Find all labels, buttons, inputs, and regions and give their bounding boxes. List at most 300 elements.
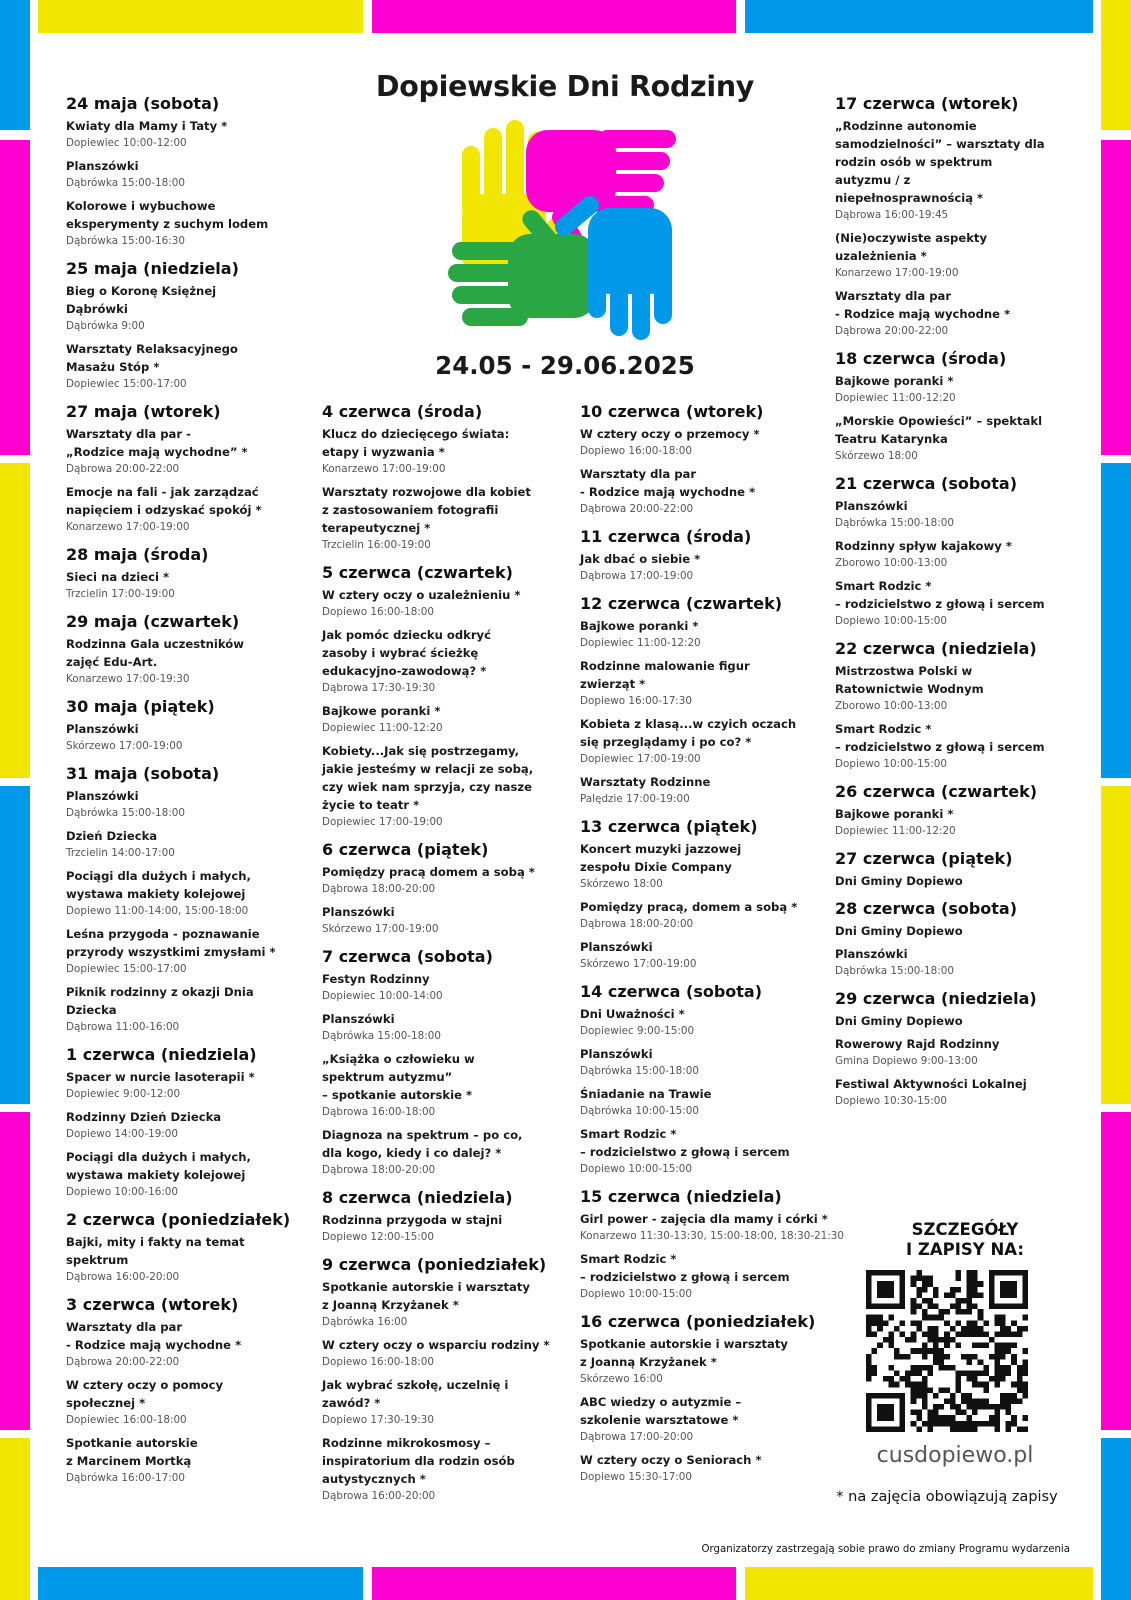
event-title: Pociągi dla dużych i małych, wystawa makiety kolejowej (66, 1150, 251, 1182)
event-item (322, 702, 574, 737)
event-item (835, 922, 1070, 940)
day-block (66, 545, 316, 603)
event-place-time: Dąbrowa 20:00-22:00 (835, 325, 949, 337)
frame-block (372, 1567, 736, 1600)
signup-footnote: * na zajęcia obowiązują zapisy (836, 1489, 1058, 1505)
day-heading: 5 czerwca (czwartek) (322, 563, 513, 582)
day-heading: 31 maja (sobota) (66, 764, 220, 783)
event-place-time: Trzcielin 16:00-19:00 (322, 539, 431, 551)
event-item (580, 1451, 835, 1486)
schedule-column-1 (66, 94, 316, 1487)
event-item (580, 898, 835, 933)
frame-block (1101, 0, 1131, 130)
event-place-time: Dopiewo 16:00-18:00 (322, 1356, 435, 1368)
frame-block (38, 1567, 363, 1600)
event-place-time: Dąbrowa 18:00-20:00 (580, 918, 694, 930)
day-heading: 4 czerwca (środa) (322, 402, 483, 421)
qr-code-icon[interactable] (866, 1270, 1028, 1432)
event-item (66, 1148, 316, 1201)
event-item (835, 537, 1070, 572)
event-title: Bajkowe poranki * (580, 619, 699, 633)
event-title: Smart Rodzic * – rodzicielstwo z głową i sercem (580, 1127, 790, 1159)
day-block (835, 989, 1070, 1110)
event-title: „Rodzinne autonomie samodzielności” – warsztaty dla rodzin osób w spektrum autyzmu / z niepełnosprawnością * (835, 119, 1045, 205)
day-block (322, 563, 574, 831)
day-block (580, 817, 835, 973)
day-block (580, 594, 835, 808)
event-place-time: Dopiewiec 11:00-12:20 (835, 825, 956, 837)
event-item (580, 617, 835, 652)
day-block (66, 1295, 316, 1487)
event-title: Planszówki (580, 1047, 653, 1061)
event-title: Spotkanie autorskie i warsztaty z Joanną Krzyżanek * (580, 1337, 788, 1369)
event-title: Planszówki (66, 722, 139, 736)
day-heading: 2 czerwca (poniedziałek) (66, 1210, 291, 1229)
event-place-time: Dopiewiec 10:00-12:00 (66, 137, 187, 149)
day-heading: 27 maja (wtorek) (66, 402, 221, 421)
event-item (322, 483, 574, 554)
event-place-time: Dopiewiec 11:00-12:20 (580, 637, 701, 649)
event-item (835, 577, 1070, 630)
event-item (835, 945, 1070, 980)
event-title: Smart Rodzic * – rodzicielstwo z głową i sercem (835, 722, 1045, 754)
event-item (322, 1376, 574, 1429)
event-title: Kolorowe i wybuchowe eksperymenty z suchym lodem (66, 199, 269, 231)
frame-block (0, 786, 30, 1104)
event-title: Kobiety...Jak się postrzegamy, jakie jesteśmy w relacji ze sobą, czy wiek nam sprzyja, czy nasze życie to teatr * (322, 744, 534, 812)
day-heading: 27 czerwca (piątek) (835, 849, 1013, 868)
event-title: Planszówki (66, 789, 139, 803)
event-item (835, 1075, 1070, 1110)
event-item (835, 229, 1070, 282)
event-item (322, 1434, 574, 1505)
event-title: Leśna przygoda - poznawanie przyrody wszystkimi zmysłami * (66, 927, 276, 959)
event-place-time: Dąbrowa 20:00-22:00 (66, 463, 180, 475)
day-block (835, 782, 1070, 840)
event-place-time: Dopiewo 17:30-19:30 (322, 1414, 435, 1426)
event-place-time: Dąbrówka 15:00-16:30 (66, 235, 186, 247)
event-item (66, 867, 316, 920)
event-title: W cztery oczy o pomocy społecznej * (66, 1378, 224, 1410)
event-item (580, 550, 835, 585)
four-hands-icon (448, 116, 680, 342)
event-title: Dni Gminy Dopiewo (835, 924, 963, 938)
event-title: W cztery oczy o przemocy * (580, 427, 760, 441)
event-item (322, 586, 574, 621)
event-place-time: Dąbrówka 15:00-18:00 (66, 177, 186, 189)
event-item (66, 483, 316, 536)
day-heading: 24 maja (sobota) (66, 94, 220, 113)
event-item (322, 1278, 574, 1331)
event-title: Pociągi dla dużych i małych, wystawa makiety kolejowej (66, 869, 251, 901)
event-item (66, 568, 316, 603)
frame-block (0, 463, 30, 778)
event-item (835, 720, 1070, 773)
event-title: Warsztaty dla par - Rodzice mają wychodne * (835, 289, 1011, 321)
event-item (835, 805, 1070, 840)
event-title: ABC wiedzy o autyzmie – szkolenie warsztatowe * (580, 1395, 742, 1427)
event-place-time: Dopiewiec 10:00-14:00 (322, 990, 443, 1002)
signup-box (860, 1220, 1070, 1260)
event-title: Dzień Dziecka (66, 829, 158, 843)
event-item (322, 1050, 574, 1121)
event-title: Mistrzostwa Polski w Ratownictwie Wodnym (835, 664, 984, 696)
event-item (835, 117, 1070, 224)
event-place-time: Palędzie 17:00-19:00 (580, 793, 690, 805)
day-heading: 29 maja (czwartek) (66, 612, 240, 631)
event-title: Koncert muzyki jazzowej zespołu Dixie Company (580, 842, 742, 874)
event-place-time: Dąbrowa 17:00-20:00 (580, 1431, 694, 1443)
event-title: Planszówki (66, 159, 139, 173)
schedule-column-3 (580, 402, 845, 1486)
event-place-time: Dąbrowa 20:00-22:00 (66, 1356, 180, 1368)
event-title: Warsztaty dla par - Rodzice mają wychodne * (580, 467, 756, 499)
day-block (322, 1255, 574, 1505)
event-title: Pomiędzy pracą, domem a sobą * (580, 900, 798, 914)
event-place-time: Dopiewo 10:00-15:00 (835, 615, 948, 627)
event-place-time: Dopiewiec 15:00-17:00 (66, 378, 187, 390)
event-place-time: Konarzewo 17:00-19:30 (66, 673, 190, 685)
event-title: Planszówki (580, 940, 653, 954)
day-block (835, 849, 1070, 890)
frame-block (372, 0, 736, 33)
event-item (66, 1233, 316, 1286)
event-item (322, 970, 574, 1005)
event-title: Diagnoza na spektrum – po co, dla kogo, kiedy i co dalej? * (322, 1128, 523, 1160)
event-item (322, 1010, 574, 1045)
event-item (66, 925, 316, 978)
frame-block (0, 140, 30, 455)
event-place-time: Dąbrowa 11:00-16:00 (66, 1021, 180, 1033)
day-heading: 10 czerwca (wtorek) (580, 402, 764, 421)
event-item (580, 938, 835, 973)
event-place-time: Trzcielin 17:00-19:00 (66, 588, 175, 600)
event-item (66, 1434, 316, 1487)
event-item (322, 1211, 574, 1246)
event-item (66, 1068, 316, 1103)
event-place-time: Dopiewo 15:30-17:00 (580, 1471, 693, 1483)
event-title: Rodzinna przygoda w stajni (322, 1213, 503, 1227)
day-block (66, 612, 316, 688)
event-item (580, 840, 835, 893)
event-place-time: Dąbrowa 18:00-20:00 (322, 1164, 436, 1176)
day-block (322, 840, 574, 938)
day-block (835, 639, 1070, 773)
day-heading: 15 czerwca (niedziela) (580, 1187, 782, 1206)
day-block (66, 1210, 316, 1286)
frame-block (0, 0, 30, 130)
event-place-time: Dopiewo 10:00-15:00 (580, 1163, 693, 1175)
date-range: 24.05 - 29.06.2025 (435, 351, 695, 380)
event-title: Girl power - zajęcia dla mamy i córki * (580, 1212, 828, 1226)
event-item (322, 425, 574, 478)
event-item (580, 1250, 835, 1303)
day-heading: 1 czerwca (niedziela) (66, 1045, 257, 1064)
event-place-time: Dopiewiec 11:00-12:20 (322, 722, 443, 734)
schedule-column-2 (322, 402, 574, 1505)
signup-heading: SZCZEGÓŁY I ZAPISY NA: (906, 1220, 1024, 1259)
event-title: (Nie)oczywiste aspekty uzależnienia * (835, 231, 988, 263)
event-item (66, 282, 316, 335)
event-title: Sieci na dzieci * (66, 570, 170, 584)
event-title: „Książka o człowieku w spektrum autyzmu” – spotkanie autorskie * (322, 1052, 475, 1102)
website-link[interactable]: cusdopiewo.pl (876, 1443, 1034, 1468)
frame-block (1101, 786, 1131, 1104)
event-item (835, 412, 1070, 465)
event-title: Dni Gminy Dopiewo (835, 1014, 963, 1028)
day-heading: 13 czerwca (piątek) (580, 817, 758, 836)
event-item (322, 903, 574, 938)
day-block (835, 474, 1070, 630)
event-item (66, 1318, 316, 1371)
event-place-time: Dopiewiec 11:00-12:20 (835, 392, 956, 404)
event-title: Rodzinne mikrokosmosy – inspiratorium dla rodzin osób autystycznych * (322, 1436, 515, 1486)
event-title: Planszówki (835, 947, 908, 961)
event-title: Planszówki (322, 1012, 395, 1026)
event-title: Rodzinna Gala uczestników zajęć Edu-Art. (66, 637, 244, 669)
event-place-time: Dąbrówka 15:00-18:00 (322, 1030, 442, 1042)
event-title: Warsztaty Relaksacyjnego Masażu Stóp * (66, 342, 238, 374)
frame-block (1101, 140, 1131, 455)
event-item (322, 1126, 574, 1179)
event-item (580, 1045, 835, 1080)
event-place-time: Dopiewo 10:00-16:00 (66, 1186, 179, 1198)
day-block (322, 1188, 574, 1246)
event-place-time: Dąbrówka 15:00-18:00 (66, 807, 186, 819)
event-place-time: Dąbrówka 15:00-18:00 (835, 965, 955, 977)
event-place-time: Dopiewo 16:00-18:00 (580, 445, 693, 457)
event-item (66, 117, 316, 152)
event-title: Bajkowe poranki * (322, 704, 441, 718)
event-title: Planszówki (835, 499, 908, 513)
event-title: W cztery oczy o Seniorach * (580, 1453, 762, 1467)
event-title: Warsztaty dla par - „Rodzice mają wychodne” * (66, 427, 248, 459)
event-place-time: Dopiewiec 17:00-19:00 (580, 753, 701, 765)
event-place-time: Konarzewo 17:00-19:00 (66, 521, 190, 533)
event-item (580, 657, 835, 710)
day-block (580, 1312, 835, 1486)
frame-block (1101, 463, 1131, 778)
event-place-time: Dąbrowa 16:00-18:00 (322, 1106, 436, 1118)
event-place-time: Dąbrówka 16:00-17:00 (66, 1472, 186, 1484)
day-block (835, 899, 1070, 980)
event-item (835, 1035, 1070, 1070)
day-heading: 29 czerwca (niedziela) (835, 989, 1037, 1008)
event-item (66, 1108, 316, 1143)
event-item (580, 465, 835, 518)
day-block (66, 402, 316, 536)
event-item (580, 1210, 845, 1245)
event-title: Warsztaty rozwojowe dla kobiet z zastosowaniem fotografii terapeutycznej * (322, 485, 531, 535)
event-title: Bajkowe poranki * (835, 374, 954, 388)
event-title: Emocje na fali - jak zarządzać napięciem i odzyskać spokój * (66, 485, 262, 517)
event-title: Dni Gminy Dopiewo (835, 874, 963, 888)
event-place-time: Dąbrowa 20:00-22:00 (580, 503, 694, 515)
event-place-time: Dopiewiec 15:00-17:00 (66, 963, 187, 975)
event-item (66, 340, 316, 393)
event-place-time: Dopiewo 16:00-17:30 (580, 695, 693, 707)
event-item (835, 872, 1070, 890)
event-place-time: Dopiewiec 16:00-18:00 (66, 1414, 187, 1426)
day-heading: 16 czerwca (poniedziałek) (580, 1312, 816, 1331)
event-place-time: Gmina Dopiewo 9:00-13:00 (835, 1055, 978, 1067)
event-place-time: Skórzewo 18:00 (835, 450, 918, 462)
day-heading: 28 czerwca (sobota) (835, 899, 1018, 918)
event-item (835, 287, 1070, 340)
event-place-time: Dąbrowa 16:00-19:45 (835, 209, 949, 221)
event-item (580, 1335, 835, 1388)
event-item (835, 1012, 1070, 1030)
frame-block (1101, 1438, 1131, 1600)
event-place-time: Dąbrowa 17:30-19:30 (322, 682, 436, 694)
event-item (66, 157, 316, 192)
event-place-time: Dąbrówka 15:00-18:00 (580, 1065, 700, 1077)
event-place-time: Dąbrówka 15:00-18:00 (835, 517, 955, 529)
event-item (835, 372, 1070, 407)
day-heading: 12 czerwca (czwartek) (580, 594, 783, 613)
event-place-time: Skórzewo 18:00 (580, 878, 663, 890)
day-heading: 21 czerwca (sobota) (835, 474, 1018, 493)
event-place-time: Dopiewiec 9:00-12:00 (66, 1088, 181, 1100)
day-heading: 7 czerwca (sobota) (322, 947, 493, 966)
day-block (66, 259, 316, 393)
event-title: Festyn Rodzinny (322, 972, 430, 986)
frame-block (1101, 1112, 1131, 1430)
day-heading: 6 czerwca (piątek) (322, 840, 489, 859)
event-item (835, 662, 1070, 715)
event-title: Rodzinny Dzień Dziecka (66, 1110, 222, 1124)
event-title: Piknik rodzinny z okazji Dnia Dziecka (66, 985, 254, 1017)
event-item (66, 720, 316, 755)
frame-block (0, 1438, 30, 1600)
event-place-time: Dopiewo 10:00-15:00 (835, 758, 948, 770)
schedule-column-4 (835, 94, 1070, 1110)
day-heading: 14 czerwca (sobota) (580, 982, 763, 1001)
event-place-time: Trzcielin 14:00-17:00 (66, 847, 175, 859)
event-place-time: Konarzewo 17:00-19:00 (835, 267, 959, 279)
event-title: „Morskie Opowieści” – spektakl Teatru Katarynka (835, 414, 1043, 446)
event-title: Śniadanie na Trawie (580, 1087, 712, 1101)
event-place-time: Dopiewo 10:30-15:00 (835, 1095, 948, 1107)
event-title: Dni Uważności * (580, 1007, 685, 1021)
event-item (322, 626, 574, 697)
day-block (580, 982, 835, 1178)
event-title: Bieg o Koronę Księżnej Dąbrówki (66, 284, 217, 316)
event-title: Jak wybrać szkołę, uczelnię i zawód? * (322, 1378, 509, 1410)
event-place-time: Skórzewo 16:00 (580, 1373, 663, 1385)
day-block (66, 697, 316, 755)
day-heading: 17 czerwca (wtorek) (835, 94, 1019, 113)
event-place-time: Dopiewiec 17:00-19:00 (322, 816, 443, 828)
day-block (835, 349, 1070, 465)
frame-block (745, 1567, 1093, 1600)
event-place-time: Dąbrówka 9:00 (66, 320, 145, 332)
event-place-time: Dopiewo 12:00-15:00 (322, 1231, 435, 1243)
event-place-time: Dąbrowa 16:00-20:00 (322, 1490, 436, 1502)
day-heading: 28 maja (środa) (66, 545, 209, 564)
event-title: Warsztaty dla par - Rodzice mają wychodne * (66, 1320, 242, 1352)
event-item (66, 983, 316, 1036)
day-block (835, 94, 1070, 340)
event-title: Festiwal Aktywności Lokalnej (835, 1077, 1027, 1091)
event-item (580, 1393, 835, 1446)
event-item (835, 497, 1070, 532)
day-heading: 9 czerwca (poniedziałek) (322, 1255, 547, 1274)
day-block (322, 402, 574, 554)
event-title: Planszówki (322, 905, 395, 919)
day-block (580, 402, 835, 518)
event-title: Warsztaty Rodzinne (580, 775, 711, 789)
event-title: Rodzinne malowanie figur zwierząt * (580, 659, 750, 691)
event-place-time: Dopiewo 14:00-19:00 (66, 1128, 179, 1140)
event-item (580, 773, 835, 808)
day-block (66, 94, 316, 250)
event-place-time: Dąbrówka 10:00-15:00 (580, 1105, 700, 1117)
event-item (66, 787, 316, 822)
event-title: Klucz do dziecięcego świata: etapy i wyzwania * (322, 427, 510, 459)
event-title: Jak dbać o siebie * (580, 552, 701, 566)
event-place-time: Dopiewo 10:00-15:00 (580, 1288, 693, 1300)
frame-block (745, 0, 1093, 33)
event-place-time: Dąbrowa 17:00-19:00 (580, 570, 694, 582)
event-place-time: Dąbrowa 16:00-20:00 (66, 1271, 180, 1283)
event-title: Smart Rodzic * – rodzicielstwo z głową i sercem (835, 579, 1045, 611)
page-title: Dopiewskie Dni Rodziny (375, 70, 755, 103)
event-place-time: Skórzewo 17:00-19:00 (66, 740, 183, 752)
event-item (66, 635, 316, 688)
day-block (580, 527, 835, 585)
event-title: Bajkowe poranki * (835, 807, 954, 821)
day-heading: 11 czerwca (środa) (580, 527, 752, 546)
frame-block (38, 0, 363, 33)
event-place-time: Konarzewo 17:00-19:00 (322, 463, 446, 475)
event-place-time: Dopiewo 11:00-14:00, 15:00-18:00 (66, 905, 249, 917)
event-item (322, 1336, 574, 1371)
event-title: Kobieta z klasą...w czyich oczach się przeglądamy i po co? * (580, 717, 797, 749)
day-block (580, 1187, 845, 1303)
disclaimer: Organizatorzy zastrzegają sobie prawo do zmiany Programu wydarzenia (701, 1544, 1070, 1555)
event-place-time: Dopiewo 16:00-18:00 (322, 606, 435, 618)
event-item (580, 1005, 835, 1040)
day-heading: 30 maja (piątek) (66, 697, 215, 716)
event-item (66, 197, 316, 250)
event-title: Smart Rodzic * – rodzicielstwo z głową i sercem (580, 1252, 790, 1284)
day-block (66, 764, 316, 1036)
event-title: W cztery oczy o uzależnieniu * (322, 588, 521, 602)
event-place-time: Dopiewiec 9:00-15:00 (580, 1025, 695, 1037)
event-title: Spacer w nurcie lasoterapii * (66, 1070, 255, 1084)
event-place-time: Zborowo 10:00-13:00 (835, 557, 948, 569)
day-heading: 3 czerwca (wtorek) (66, 1295, 239, 1314)
event-place-time: Zborowo 10:00-13:00 (835, 700, 948, 712)
event-title: Rodzinny spływ kajakowy * (835, 539, 1012, 553)
event-place-time: Skórzewo 17:00-19:00 (580, 958, 697, 970)
event-item (66, 827, 316, 862)
event-title: Bajki, mity i fakty na temat spektrum (66, 1235, 245, 1267)
day-block (66, 1045, 316, 1201)
event-item (66, 425, 316, 478)
event-title: Jak pomóc dziecku odkryć zasoby i wybrać ścieżkę edukacyjno-zawodową? * (322, 628, 491, 678)
day-heading: 26 czerwca (czwartek) (835, 782, 1038, 801)
event-place-time: Dąbrowa 18:00-20:00 (322, 883, 436, 895)
day-heading: 8 czerwca (niedziela) (322, 1188, 513, 1207)
day-heading: 22 czerwca (niedziela) (835, 639, 1037, 658)
frame-block (0, 1112, 30, 1430)
event-item (322, 742, 574, 831)
event-place-time: Dąbrówka 16:00 (322, 1316, 408, 1328)
event-title: Spotkanie autorskie i warsztaty z Joanną Krzyżanek * (322, 1280, 530, 1312)
event-place-time: Konarzewo 11:30-13:30, 15:00-18:00, 18:30-21:30 (580, 1230, 845, 1242)
